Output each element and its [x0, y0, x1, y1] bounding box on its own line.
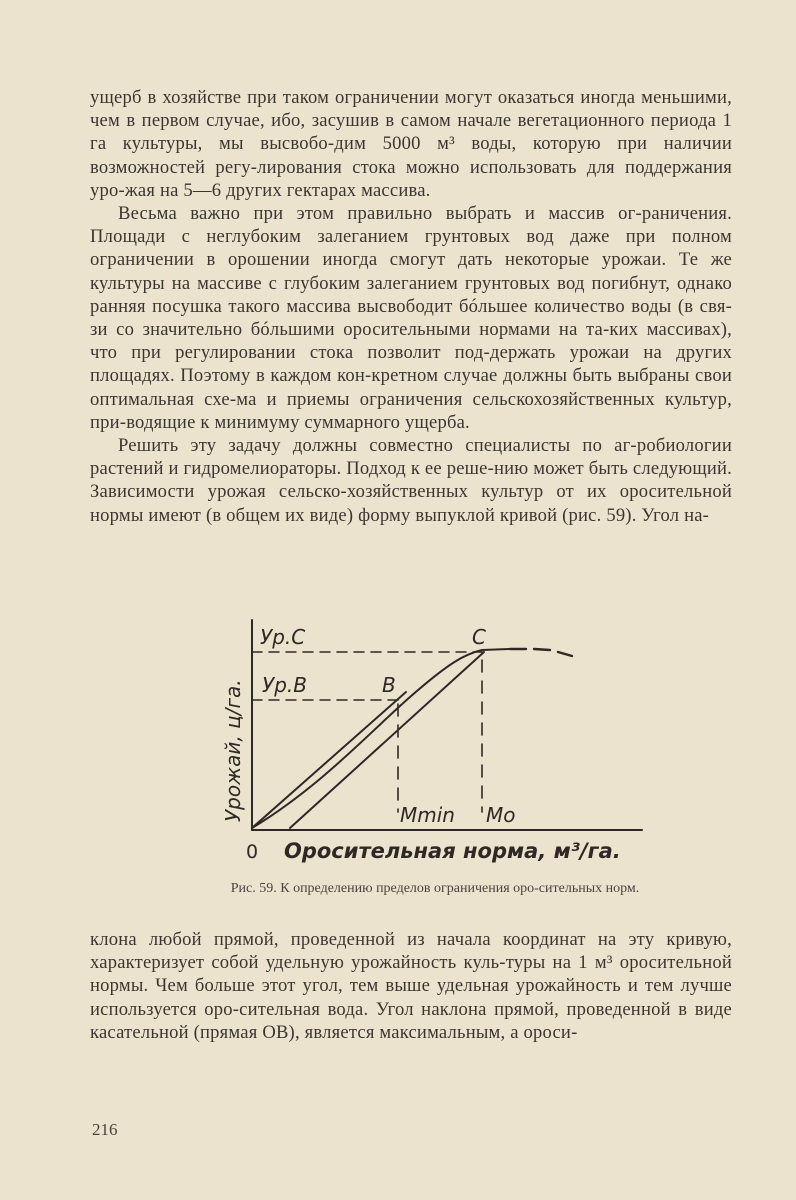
body-text-bottom [90, 928, 732, 1044]
line-ob [252, 692, 406, 828]
origin-label: 0 [246, 841, 259, 863]
label-m-min: Mmin [400, 803, 455, 827]
yield-curve-top [482, 649, 510, 650]
y-axis-label: Урожай, ц/га. [221, 679, 245, 822]
figure-59 [210, 612, 650, 882]
label-point-b: В [382, 673, 396, 697]
label-point-c: С [472, 625, 486, 649]
page-number: 216 [92, 1120, 118, 1139]
body-text-top [90, 86, 732, 527]
paragraph-1: ущерб в хозяйстве при таком ограничении могут оказаться иногда меньшими, чем в первом случае, ибо, засушив в самом начале вегетационного периода 1 га культуры, мы высвобо-дим 5000 м³ воды, которую при наличии возможностей регу-лирования стока можно использовать для поддержания уро-жая на 5—6 других гектарах массива. [90, 87, 732, 201]
paragraph-3: Решить эту задачу должны совместно специалисты по аг-робиологии растений и гидромелиораторы. Подход к ее реше-нию может быть следующий. Зависимости урожая сельско-хозяйственных культур от их оросительной нормы имеют (в общем их виде) форму выпуклой кривой (рис. 59). Угол на- [90, 435, 732, 526]
label-level-b: Ур.В [262, 673, 307, 697]
paragraph-2: Весьма важно при этом правильно выбрать и массив ог-раничения. Площади с неглубоким залеганием грунтовых вод даже при полном ограничении в орошении иногда смогут дать некоторые урожаи. Те же культуры на массиве с глубоким залеганием грунтовых вод погибнут, однако ранняя посушка такого массива высвободит бóльшее количество воды (в свя-зи со значительно бóльшими оросительными нормами на та-ких массивах), что при регулировании стока позволит под-держать урожаи на других площадях. Поэтому в каждом кон-кретном случае должны быть выбраны свои оптимальная схе-ма и приемы ограничения сельскохозяйственных культур, при-водящие к минимуму суммарного ущерба. [90, 203, 732, 433]
figure-59-diagram [210, 612, 650, 882]
paragraph-4: клона любой прямой, проведенной из начала координат на эту кривую, характеризует собой удельную урожайность куль-туры на 1 м³ оросительной нормы. Чем больше этот угол, тем выше удельная урожайность и тем лучше используется оро-сительная вода. Угол наклона прямой, проведенной в виде касательной (прямая ОВ), является максимальным, а ороси- [90, 929, 732, 1043]
label-m-o: Mo [486, 803, 516, 827]
x-axis-label: Оросительная норма, м³/га. [284, 839, 621, 863]
figure-caption: Рис. 59. К определению пределов ограничения оро-сительных норм. [230, 881, 640, 896]
yield-curve-dashed-end [510, 649, 572, 656]
label-level-c: Ур.С [260, 625, 306, 649]
